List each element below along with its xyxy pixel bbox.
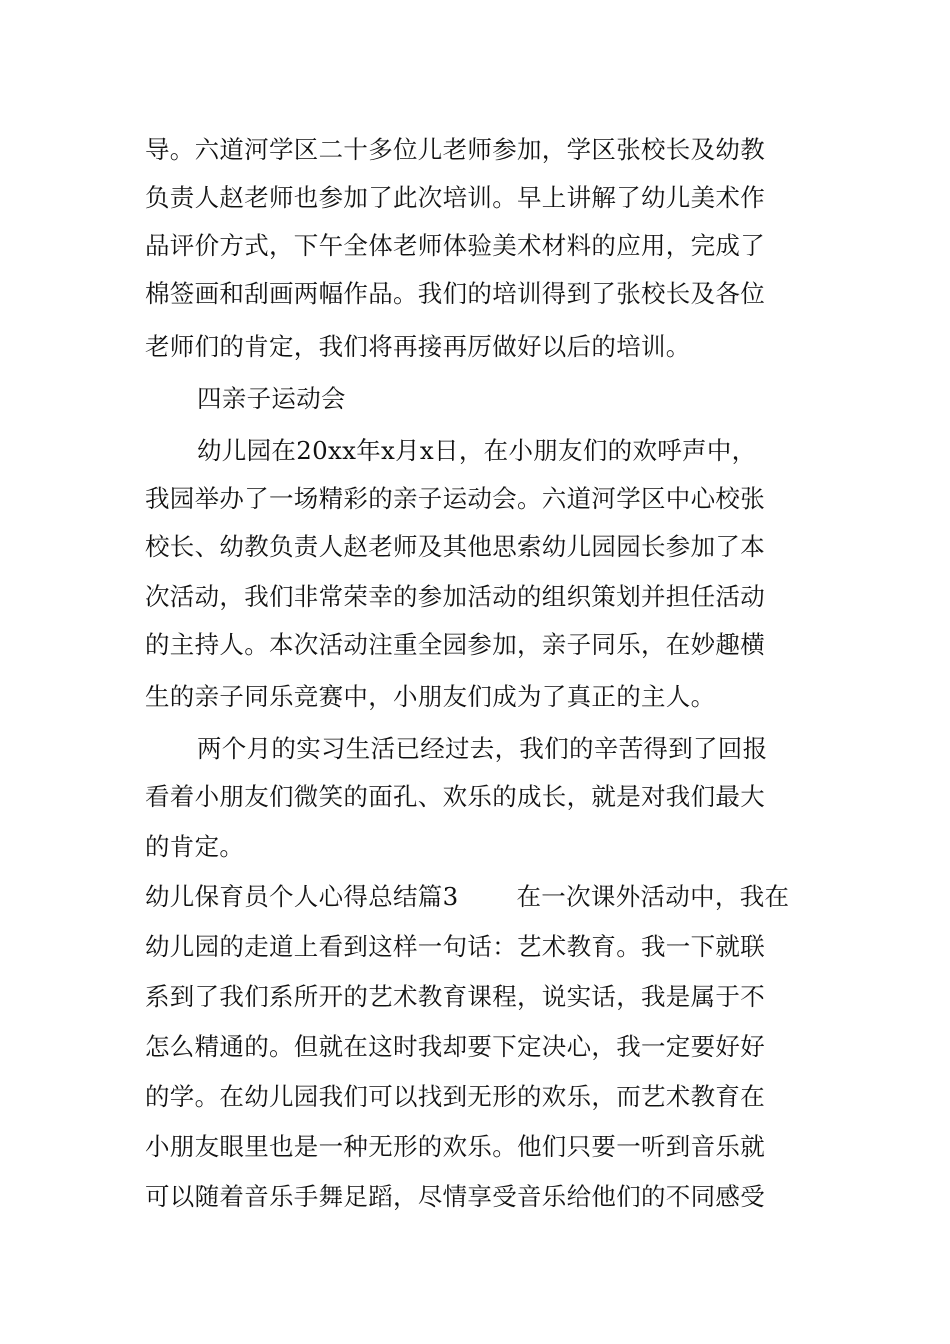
text-line: 导。六道河学区二十多位儿老师参加，学区张校长及幼教 xyxy=(145,135,765,164)
text-line: 在一次课外活动中，我在 xyxy=(516,882,790,911)
text-line: 的肯定。 xyxy=(145,832,245,861)
article-title: 幼儿保育员个人心得总结篇3 xyxy=(145,882,459,911)
text-line: 可以随着音乐手舞足蹈，尽情享受音乐给他们的不同感受 xyxy=(145,1182,765,1211)
text-line: 的学。在幼儿园我们可以找到无形的欢乐，而艺术教育在 xyxy=(145,1082,765,1111)
title-line xyxy=(145,872,810,922)
text-line: 幼儿园的走道上看到这样一句话：艺术教育。我一下就联 xyxy=(145,932,765,961)
text-line: 小朋友眼里也是一种无形的欢乐。他们只要一听到音乐就 xyxy=(145,1132,765,1161)
text-line: 我园举办了一场精彩的亲子运动会。六道河学区中心校张 xyxy=(145,484,765,513)
text-line: 生的亲子同乐竞赛中，小朋友们成为了真正的主人。 xyxy=(145,682,716,711)
text-line: 校长、幼教负责人赵老师及其他思索幼儿园园长参加了本 xyxy=(145,532,765,561)
section-heading: 四亲子运动会 xyxy=(197,384,346,413)
text-line: 品评价方式，下午全体老师体验美术材料的应用，完成了 xyxy=(145,231,765,260)
text-line: 棉签画和刮画两幅作品。我们的培训得到了张校长及各位 xyxy=(145,279,765,308)
text-line: 老师们的肯定，我们将再接再厉做好以后的培训。 xyxy=(145,332,691,361)
text-line: 的主持人。本次活动注重全园参加，亲子同乐，在妙趣横 xyxy=(145,630,765,659)
text-line: 系到了我们系所开的艺术教育课程，说实话，我是属于不 xyxy=(145,982,765,1011)
text-line: 次活动，我们非常荣幸的参加活动的组织策划并担任活动 xyxy=(145,582,765,611)
text-line: 负责人赵老师也参加了此次培训。早上讲解了幼儿美术作 xyxy=(145,183,765,212)
text-line: 看着小朋友们微笑的面孔、欢乐的成长，就是对我们最大 xyxy=(145,782,765,811)
text-line: 幼儿园在20xx年x月x日，在小朋友们的欢呼声中， xyxy=(197,436,757,465)
text-line: 怎么精通的。但就在这时我却要下定决心，我一定要好好 xyxy=(145,1032,765,1061)
text-line: 两个月的实习生活已经过去，我们的辛苦得到了回报 xyxy=(197,734,768,763)
